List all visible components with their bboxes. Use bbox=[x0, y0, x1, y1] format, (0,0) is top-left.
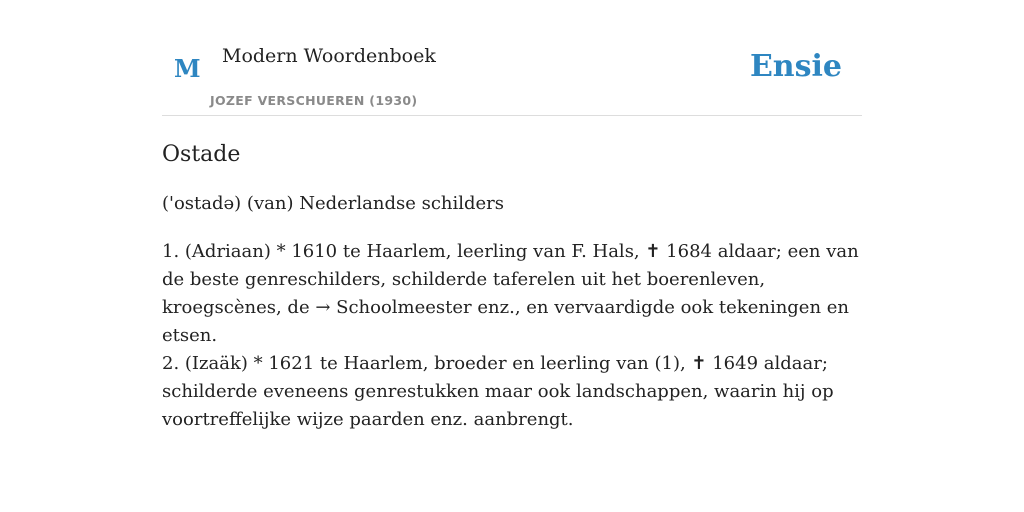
entry-headword: Ostade bbox=[162, 142, 241, 167]
book-logo-icon[interactable]: M bbox=[174, 54, 201, 83]
definition-paragraph-1: 1. (Adriaan) * 1610 te Haarlem, leerling van F. Hals, ✝ 1684 aldaar; een van de beste genreschilders, schilderde taferelen uit het boerenleven, kroegscènes, de → Schoolmeester enz., en vervaardigde ook tekeningen en etsen. bbox=[162, 241, 859, 346]
book-author: JOZEF VERSCHUEREN (1930) bbox=[210, 93, 418, 108]
header bbox=[162, 0, 862, 116]
entry-pronunciation: ('ostadə) (van) Nederlandse schilders bbox=[162, 193, 505, 214]
entry-definition bbox=[162, 238, 862, 434]
definition-paragraph-2: 2. (Izaäk) * 1621 te Haarlem, broeder en leerling van (1), ✝ 1649 aldaar; schilderde eveneens genrestukken maar ook landschappen, waarin hij op voortreffelijke wijze paarden enz. aanbrengt. bbox=[162, 353, 834, 430]
brand-logo[interactable]: Ensie bbox=[749, 49, 842, 84]
book-title-link[interactable]: Modern Woordenboek bbox=[222, 45, 436, 67]
page-container bbox=[162, 0, 862, 434]
